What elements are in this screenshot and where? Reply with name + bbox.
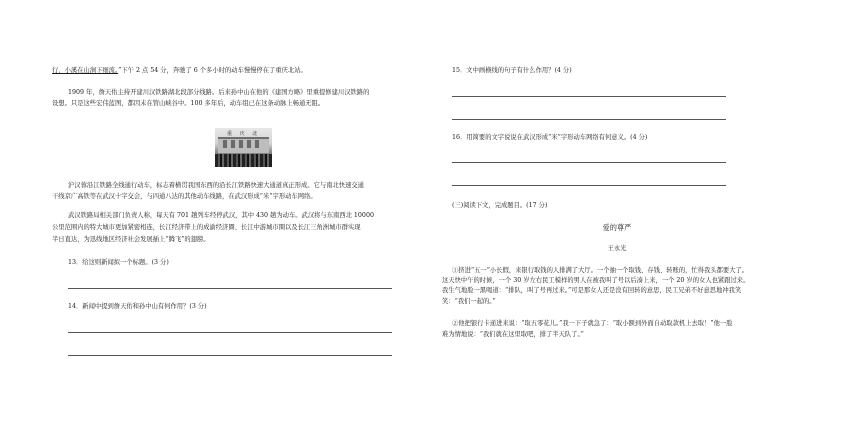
- window: [223, 140, 227, 148]
- answer-line-14b[interactable]: [68, 355, 392, 356]
- answer-line-15b[interactable]: [452, 119, 726, 120]
- top-line-rest: ”下午 2 点 54 分，奔驰了 6 个多小时的动车慢慢停在了重庆北站。: [118, 67, 307, 74]
- question-16: 16．用简要的文字说说在武汉形成“米”字形动车网络有何意义。(4 分): [452, 134, 648, 141]
- window: [239, 140, 243, 148]
- crowd: [215, 154, 272, 167]
- story-p1-line2: 这天快中午的时候，一个 30 岁左右民工模样的男人在被我叫了号以后凑上来，一个 20 岁的女人也紧跟过来。: [442, 277, 750, 284]
- station-photo: [215, 128, 272, 167]
- para3-line2: 公里范围内的特大城市更加紧密相连，长江经济带上的成渝经济圈、长江中游城市圈以及长江三角洲城市群实现: [52, 224, 361, 231]
- window: [231, 140, 235, 148]
- question-13: 13．给这则新闻拟一个标题。(3 分): [68, 259, 169, 266]
- para3-line3: 半日直达，为迅线地区经济社会发展插上“腾飞”的翅膀。: [52, 236, 210, 243]
- story-title: 爱的尊严: [602, 223, 632, 232]
- story-p1-line3: 我生气地脸一黑喝道：“排队，叫了号再过来。”可是那女人还是没有回转的意思，民工兄弟不好意思地冲我笑: [442, 287, 742, 294]
- para3-line1: 武汉铁路局相关部门负责人称，每天有 701 趟列车经停武汉，其中 430 趟为动车。武汉将与东南西北 10000: [68, 212, 374, 219]
- para2-line1: 沪汉蓉沿江铁路全线通行动车，标志着横贯我国东西的沿长江铁路快速大通道真正形成。它与南北快速交通: [68, 182, 364, 189]
- answer-line-16a[interactable]: [452, 162, 726, 163]
- section-heading: (三)阅读下文，完成题目。(17 分): [452, 202, 548, 209]
- station-sign: 重 庆 北: [227, 131, 261, 137]
- answer-line-14a[interactable]: [68, 332, 392, 333]
- passage-top-line: [52, 66, 307, 75]
- question-15: 15．文中画横线的句子有什么作用？(4 分): [452, 67, 572, 74]
- para1-line2: 设想。只是这些宏伟蓝图，都因未在管山峡谷中。100 多年后，动车组已在这条动脉上畅通无阻。: [52, 100, 325, 107]
- answer-line-13[interactable]: [68, 288, 392, 289]
- para1-line1: 1909 年，詹天佑主持开建川汉铁路湖北段部分线路。后来孙中山在他的《建国方略》里重提修建川汉铁路的: [68, 89, 370, 96]
- para2-line2: 干线京广高铁等在武汉十字交会，与四通八达的其他动车线路，在武汉形成“米”字形动车网络。: [52, 193, 317, 200]
- underlined-sentence: 行，小溪在山涧下细流。: [52, 67, 119, 74]
- story-p1-line1: ①挤进“五一”小长假，来银行取钱的人排满了大厅。一个抽一个取钱、存钱、转账的，忙得我头都要大了。: [452, 267, 749, 274]
- question-14: 14．新闻中提到詹天佑和孙中山有何作用？(3 分): [68, 303, 207, 310]
- window: [247, 140, 251, 148]
- story-author: 王永光: [607, 245, 627, 252]
- answer-line-16b[interactable]: [452, 185, 726, 186]
- story-p1-line4: 笑：“我们一起的。”: [442, 298, 496, 305]
- window: [255, 140, 259, 148]
- story-p2-line1: ②他把银行卡递进来说：“取五零花儿。”我一下子就急了：“取小额到外面自动取款机上去取！”他一脸: [452, 320, 733, 327]
- story-p2-line2: 难为情地说：“我们就在这里取吧，排了半天队了。”: [442, 331, 584, 338]
- answer-line-15a[interactable]: [452, 96, 726, 97]
